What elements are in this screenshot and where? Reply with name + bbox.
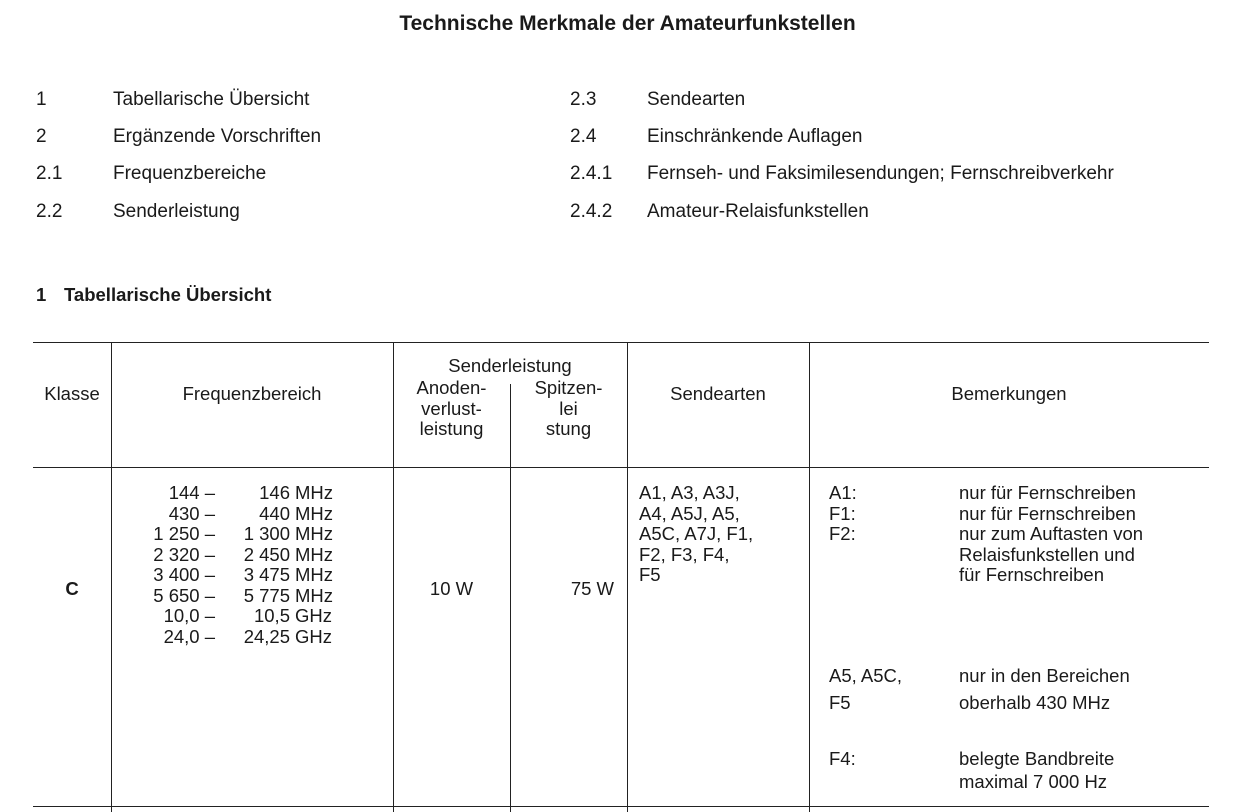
remark-key: F5	[829, 691, 851, 713]
cell-bemerkungen	[829, 482, 1209, 792]
sendeart-line: A5C, A7J, F1,	[639, 523, 754, 544]
frequency-unit: MHz	[295, 523, 334, 544]
header-bemerkungen: Bemerkungen	[951, 383, 1067, 404]
frequency-range	[115, 586, 393, 607]
remark-line: nur für Fernschreiben	[959, 482, 1136, 503]
toc-label: Fernseh- und Faksimilesendungen; Fernschreibverkehr	[647, 163, 1114, 184]
toc-label: Ergänzende Vorschriften	[113, 126, 322, 147]
frequency-unit: MHz	[295, 502, 334, 524]
frequency-from: 2 320 –	[153, 543, 215, 565]
section-heading	[36, 284, 271, 306]
sendeart-line: F2, F3, F4,	[639, 543, 730, 565]
remark-keys	[829, 483, 857, 545]
frequency-to: 24,25	[243, 625, 290, 647]
frequency-unit: GHz	[295, 625, 332, 647]
remark-text	[959, 666, 1229, 713]
remark-keys	[829, 666, 902, 713]
toc-label: Frequenzbereiche	[113, 163, 267, 184]
header-line: verlust-	[421, 397, 482, 419]
frequency-from: 24,0 –	[163, 625, 215, 647]
toc-number: 2.4.2	[570, 201, 613, 222]
header-line: leistung	[419, 418, 484, 439]
header-anodenverlustleistung	[393, 378, 510, 440]
cell-anodenverlustleistung: 10 W	[429, 578, 474, 599]
column-divider	[809, 343, 810, 812]
sendeart-line: A4, A5J, A5,	[639, 502, 740, 524]
remark-line: maximal 7 000 Hz	[959, 770, 1108, 792]
header-klasse: Klasse	[44, 383, 100, 404]
toc-label: Senderleistung	[113, 201, 240, 222]
sendeart-line: F5	[639, 564, 661, 585]
frequency-to: 10,5	[253, 605, 290, 626]
frequency-range	[115, 627, 393, 648]
toc-number: 2.2	[36, 201, 63, 222]
toc-number: 2.3	[570, 89, 597, 110]
remark-key: A5, A5C,	[829, 665, 903, 686]
frequency-from: 430 –	[168, 502, 215, 524]
cell-sendearten	[639, 483, 809, 586]
remark-line: oberhalb 430 MHz	[959, 691, 1111, 713]
frequency-from: 3 400 –	[153, 564, 215, 585]
frequency-range	[115, 504, 393, 525]
frequency-to: 2 450	[243, 543, 290, 565]
remark-line: belegte Bandbreite	[959, 748, 1115, 769]
remark-line: nur in den Bereichen	[959, 665, 1130, 686]
cell-spitzenleistung: 75 W	[570, 578, 614, 599]
header-sendearten: Sendearten	[670, 383, 766, 404]
frequency-range	[115, 483, 393, 504]
frequency-range	[115, 545, 393, 566]
frequency-from: 1 250 –	[153, 523, 215, 544]
toc-label: Einschränkende Auflagen	[647, 126, 863, 147]
section-number: 1	[36, 284, 47, 305]
frequency-from: 144 –	[168, 482, 215, 503]
frequency-unit: MHz	[295, 564, 334, 585]
remark-line: nur für Fernschreiben	[959, 502, 1136, 524]
header-line: Spitzen-	[534, 377, 603, 398]
remark-keys	[829, 749, 856, 770]
column-divider	[627, 343, 628, 812]
frequency-unit: MHz	[295, 482, 334, 503]
toc-label: Tabellarische Übersicht	[113, 89, 310, 110]
remark-text	[959, 749, 1229, 792]
frequency-to: 3 475	[243, 564, 290, 585]
frequency-range	[115, 524, 393, 545]
table-top-rule	[33, 342, 1209, 343]
toc-number: 2	[36, 126, 47, 147]
remark-line: nur zum Auftasten von	[959, 523, 1144, 544]
frequency-to: 440	[259, 502, 290, 524]
remark-line: Relaisfunkstellen und	[959, 543, 1135, 565]
frequency-unit: MHz	[295, 543, 334, 565]
header-spitzenleistung	[510, 378, 627, 440]
header-line: lei	[559, 397, 578, 419]
remark-key: F1:	[829, 502, 856, 524]
frequency-unit: GHz	[295, 605, 332, 626]
toc-number: 2.4.1	[570, 163, 613, 184]
sendeart-line: A1, A3, A3J,	[639, 482, 740, 503]
toc-label: Amateur-Relaisfunkstellen	[647, 201, 869, 222]
frequency-range	[115, 606, 393, 627]
frequency-from: 10,0 –	[163, 605, 215, 626]
remark-key: F2:	[829, 523, 856, 544]
document-title: Technische Merkmale der Amateurfunkstellen	[399, 12, 856, 35]
header-line: Anoden-	[416, 377, 487, 398]
toc-number: 2.4	[570, 126, 597, 147]
remark-key: A1:	[829, 482, 857, 503]
remark-line: für Fernschreiben	[959, 564, 1104, 585]
toc-number: 1	[36, 89, 47, 110]
cell-klasse: C	[65, 578, 79, 599]
remark-key: F4:	[829, 748, 856, 769]
frequency-to: 1 300	[243, 523, 290, 544]
header-line: stung	[545, 418, 592, 439]
remark-text	[959, 483, 1229, 586]
header-senderleistung: Senderleistung	[448, 355, 572, 376]
column-divider	[111, 343, 112, 812]
toc-number: 2.1	[36, 163, 63, 184]
table-header-rule	[33, 467, 1209, 468]
frequency-range	[115, 565, 393, 586]
frequency-to: 5 775	[243, 584, 290, 606]
toc-label: Sendearten	[647, 89, 746, 110]
frequency-to: 146	[259, 482, 290, 503]
table-bottom-rule	[33, 806, 1209, 807]
header-frequenzbereich: Frequenzbereich	[182, 383, 322, 404]
section-title: Tabellarische Übersicht	[64, 284, 272, 305]
frequency-unit: MHz	[295, 584, 334, 606]
cell-frequenzbereich	[115, 483, 393, 647]
frequency-from: 5 650 –	[153, 584, 215, 606]
